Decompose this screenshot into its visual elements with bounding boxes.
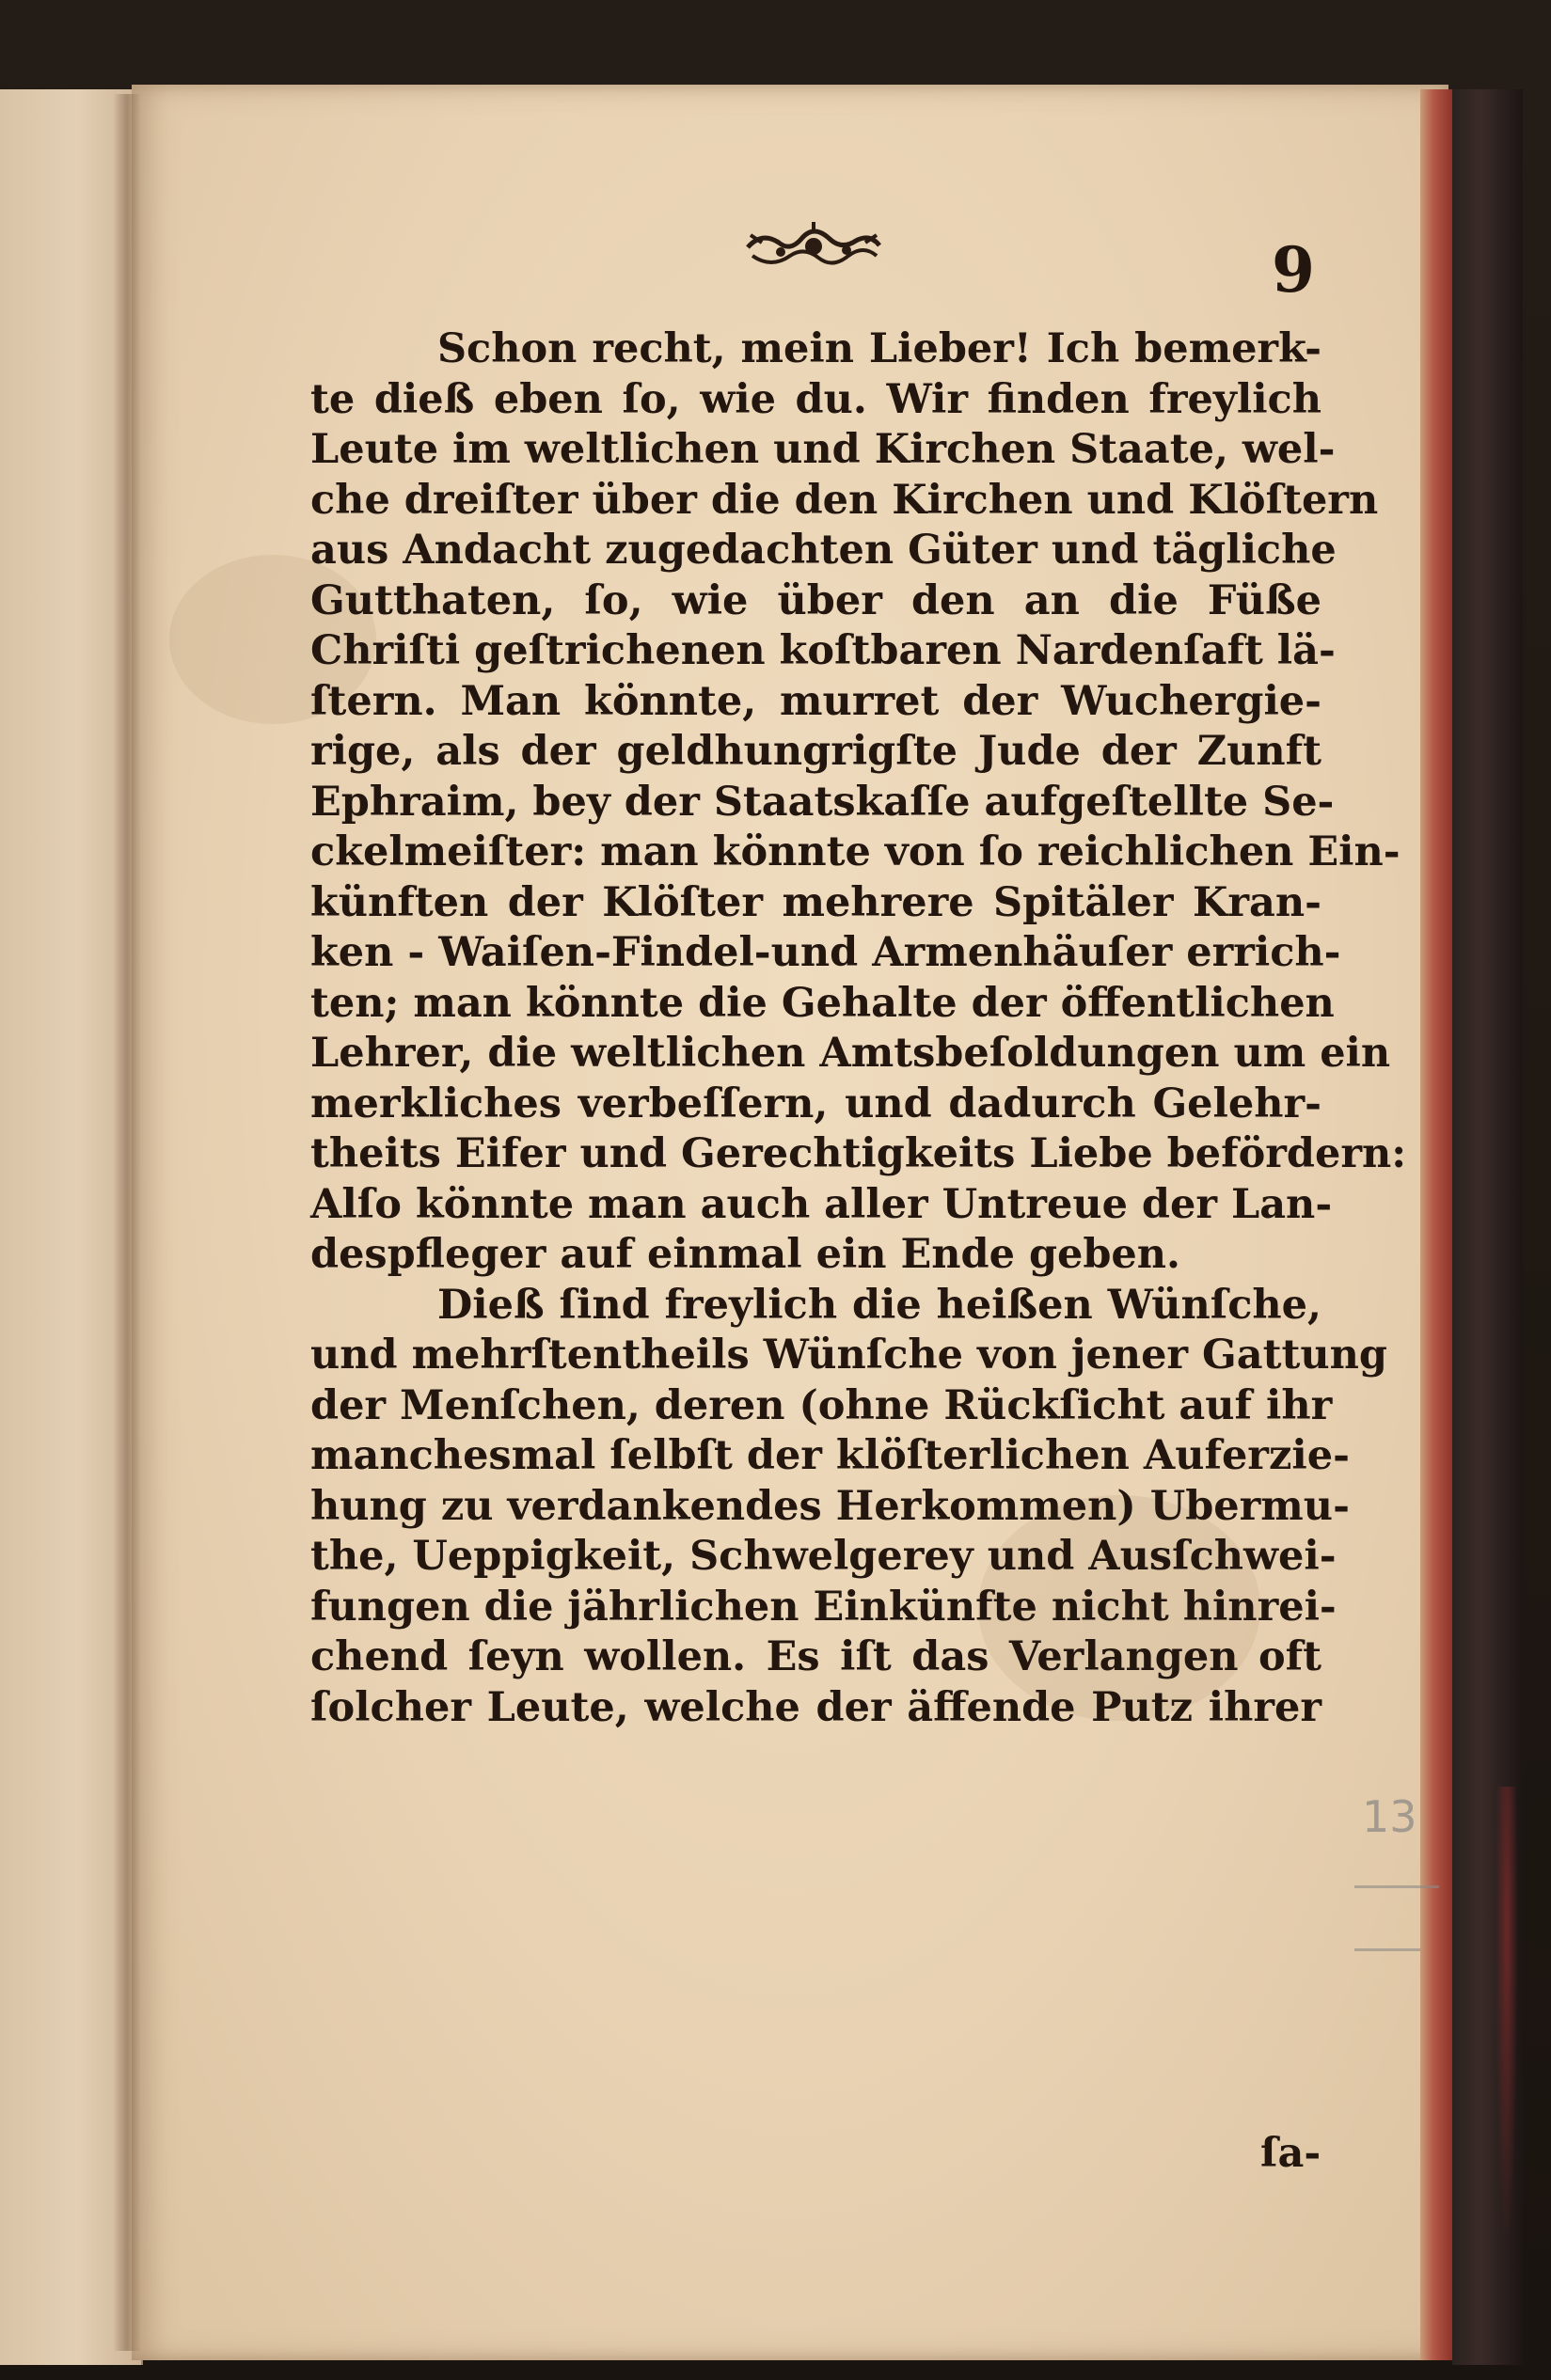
paragraph-1 — [310, 324, 1407, 1281]
text-line: Gutthaten, ſo, wie über den an die Füße — [310, 576, 1322, 624]
text-line: despfleger auf einmal ein Ende geben. — [310, 1231, 1181, 1278]
text-line: manchesmal ſelbſt der klöſterlichen Auferzie- — [310, 1432, 1350, 1479]
text-line: und mehrſtentheils Wünſche von jener Gattung — [310, 1332, 1387, 1379]
book-gutter — [113, 94, 141, 2351]
text-line: merkliches verbeſſern, und dadurch Gelehr- — [310, 1080, 1322, 1127]
red-page-edge — [1420, 89, 1452, 2360]
text-line: theits Eifer und Gerechtigkeits Liebe befördern: — [310, 1130, 1407, 1177]
text-line: künften der Klöſter mehrere Spitäler Kran- — [310, 878, 1322, 926]
text-line: ſtern. Man könnte, murret der Wuchergie- — [310, 677, 1322, 725]
pencil-stroke — [1354, 1885, 1439, 1888]
text-line: der Menſchen, deren (ohne Rückſicht auf ihr — [310, 1381, 1333, 1429]
text-line: Chriſti geſtrichenen koſtbaren Nardenſaft lä- — [310, 627, 1336, 674]
text-line: che dreiſter über die den Kirchen und Klöſtern — [310, 476, 1379, 524]
pencil-stroke — [1354, 1948, 1420, 1951]
text-line: aus Andacht zugedachten Güter und tägliche — [310, 527, 1337, 574]
catchword: ſa- — [1260, 2130, 1322, 2177]
text-line: fungen die jährlichen Einkünfte nicht hinrei- — [310, 1583, 1337, 1631]
text-line: chend ſeyn wollen. Es iſt das Verlangen oft — [310, 1633, 1322, 1680]
text-line: Ephraim, bey der Staatskaſſe aufgeſtellte Se- — [310, 778, 1335, 826]
text-line: ten; man könnte die Gehalte der öffentlichen — [310, 979, 1335, 1027]
text-line: ckelmeiſter: man könnte von ſo reichlichen Ein- — [310, 828, 1401, 875]
body-text — [310, 324, 1407, 1733]
page-number: 9 — [1272, 233, 1315, 307]
paragraph-2 — [310, 1281, 1387, 1734]
text-line: Dieß ſind freylich die heißen Wünſche, — [437, 1281, 1322, 1329]
text-line: hung zu verdankendes Herkommen) Ubermu- — [310, 1482, 1350, 1530]
text-line: Lehrer, die weltlichen Amtsbeſoldungen um ein — [310, 1030, 1391, 1077]
text-line: Alſo könnte man auch aller Untreue der Lan- — [310, 1180, 1333, 1228]
pencil-annotation: 13 — [1362, 1791, 1417, 1842]
cover-wear — [1496, 1787, 1518, 2257]
text-line: rige, als der geldhungrigſte Jude der Zunft — [310, 728, 1322, 775]
text-line: te dieß eben ſo, wie du. Wir finden freylich — [310, 375, 1322, 423]
text-line: the, Ueppigkeit, Schwelgerey und Ausſchwei- — [310, 1533, 1337, 1580]
text-line: ken - Waiſen-Findel-und Armenhäuſer errich- — [310, 929, 1341, 976]
text-line: Schon recht, mein Lieber! Ich bemerk- — [437, 325, 1322, 372]
text-line: Leute im weltlichen und Kirchen Staate, wel- — [310, 426, 1336, 473]
printer-ornament-icon — [743, 214, 884, 280]
text-line: ſolcher Leute, welche der äffende Putz ihrer — [310, 1683, 1322, 1731]
